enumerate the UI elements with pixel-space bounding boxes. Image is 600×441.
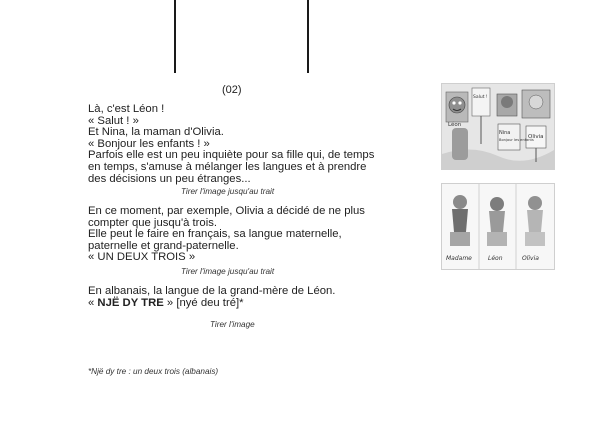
illustration-characters-signs [441, 83, 555, 170]
character-label: Olivia [522, 255, 539, 262]
text-line: « Bonjour les enfants ! » [88, 137, 210, 150]
image-caption: Tirer l'image jusqu'au trait [181, 187, 275, 196]
sign-label: Nina [499, 130, 511, 136]
sign-label: Bonjour les enfants [499, 138, 534, 142]
text-line: en temps, s'amuse à mélanger les langues et à prendre [88, 160, 367, 173]
page-number: (02) [222, 84, 242, 96]
sign-label: Olivia [528, 134, 544, 140]
footnote: *Një dy tre : un deux trois (albanais) [88, 367, 219, 376]
illustration-drawing [442, 84, 554, 169]
top-rule-left [174, 0, 176, 73]
paragraph-counting [88, 206, 365, 264]
top-rule-right [307, 0, 309, 73]
text-line: Et Nina, la maman d'Olivia. [88, 126, 224, 139]
illustration-three-characters [441, 183, 555, 270]
albanian-term: NJË DY TRE [97, 296, 164, 309]
text-line: Là, c'est Léon ! [88, 103, 165, 115]
character-label: Madame [446, 255, 472, 262]
paragraph-intro [88, 104, 374, 185]
text-line: « Salut ! » [88, 114, 139, 127]
sign-label: Léon [448, 122, 462, 128]
paragraph-albanian [88, 286, 335, 309]
text-line: Elle peut le faire en français, sa langue maternelle, [88, 228, 342, 241]
text-line: compter que jusqu'à trois. [88, 216, 217, 229]
text-line: En albanais, la langue de la grand-mère de Léon. [88, 285, 336, 297]
text-line: Parfois elle est un peu inquiète pour sa fille qui, de temps [88, 149, 375, 162]
text-line: « UN DEUX TROIS » [88, 251, 196, 264]
text-line: En ce moment, par exemple, Olivia a décidé de ne plus [88, 205, 365, 217]
text-line: des décisions un peu étranges... [88, 172, 251, 185]
character-label: Léon [488, 255, 503, 262]
text-line: paternelle et grand-paternelle. [88, 239, 239, 252]
text-line: « NJË DY TRE » [nyé deu tré]* [88, 296, 244, 309]
sign-label: Salut ! [473, 95, 488, 100]
image-caption: Tirer l'image jusqu'au trait [181, 267, 275, 276]
illustration-drawing [442, 184, 554, 269]
image-caption: Tirer l'image [210, 320, 255, 329]
